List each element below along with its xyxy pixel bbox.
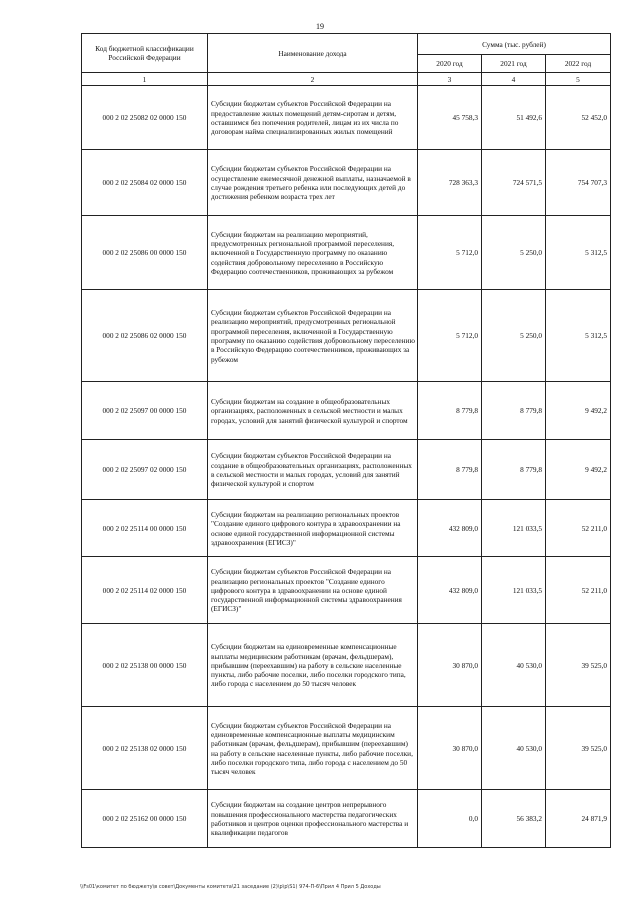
table-row — [82, 86, 611, 150]
amount-2022: 39 525,0 — [546, 707, 611, 790]
amount-2020: 5 712,0 — [418, 216, 482, 290]
amount-2021: 8 779,8 — [482, 440, 546, 500]
budget-code: 000 2 02 25086 02 0000 150 — [82, 290, 208, 382]
table-row — [82, 216, 611, 290]
amount-2020: 728 363,3 — [418, 150, 482, 216]
amount-2020: 30 870,0 — [418, 624, 482, 707]
amount-2022: 24 871,9 — [546, 790, 611, 848]
table-row — [82, 150, 611, 216]
revenue-name: Субсидии бюджетам субъектов Российской Федерации на создание в общеобразовательных организациях, расположенных в сельской местности и малых городах, условий для занятий физической культурой и спортом — [208, 440, 418, 500]
amount-2021: 40 530,0 — [482, 707, 546, 790]
amount-2022: 52 452,0 — [546, 86, 611, 150]
amount-2021: 8 779,8 — [482, 382, 546, 440]
amount-2020: 432 809,0 — [418, 500, 482, 557]
header-year-2020: 2020 год — [418, 55, 482, 73]
amount-2020: 8 779,8 — [418, 382, 482, 440]
budget-code: 000 2 02 25097 02 0000 150 — [82, 440, 208, 500]
footer-file-path: \\Fs01\комитет по бюджету\в совет\Документы комитета\21 заседание (2)\р\р\S1) 974-П-6\Прил 4 Прил 5 Доходы — [80, 884, 381, 890]
amount-2022: 39 525,0 — [546, 624, 611, 707]
header-year-2022: 2022 год — [546, 55, 611, 73]
header-year-2021: 2021 год — [482, 55, 546, 73]
column-number: 3 — [418, 73, 482, 86]
table-row — [82, 557, 611, 624]
amount-2021: 5 250,0 — [482, 290, 546, 382]
revenue-name: Субсидии бюджетам субъектов Российской Федерации на осуществление ежемесячной денежной выплаты, назначаемой в случае рождения третьего ребенка или последующих детей до достижения ребенком возраста трех лет — [208, 150, 418, 216]
revenue-name: Субсидии бюджетам субъектов Российской Федерации на реализацию мероприятий, предусмотренных региональной программой переселения, включенной в Государственную программу по оказанию содействия добровольному переселению в Российскую Федерацию соотечественников, проживающих за рубежом — [208, 290, 418, 382]
header-sum: Сумма (тыс. рублей) — [418, 34, 611, 55]
revenue-name: Субсидии бюджетам на создание центров непрерывного повышения профессионального мастерства педагогических работников и центров оценки профессионального мастерства и квалификации педагогов — [208, 790, 418, 848]
column-number: 5 — [546, 73, 611, 86]
budget-code: 000 2 02 25138 02 0000 150 — [82, 707, 208, 790]
amount-2021: 121 033,5 — [482, 557, 546, 624]
amount-2020: 30 870,0 — [418, 707, 482, 790]
budget-code: 000 2 02 25138 00 0000 150 — [82, 624, 208, 707]
revenue-name: Субсидии бюджетам субъектов Российской Федерации на предоставление жилых помещений детям-сиротам и детям, оставшимся без попечения родителей, лицам из их числа по договорам найма специализированных жилых помещений — [208, 86, 418, 150]
header-code: Код бюджетной классификации Российской Федерации — [82, 34, 208, 73]
amount-2020: 432 809,0 — [418, 557, 482, 624]
header-name: Наименование дохода — [208, 34, 418, 73]
budget-code: 000 2 02 25114 02 0000 150 — [82, 557, 208, 624]
amount-2022: 5 312,5 — [546, 290, 611, 382]
column-number: 2 — [208, 73, 418, 86]
amount-2021: 5 250,0 — [482, 216, 546, 290]
revenue-name: Субсидии бюджетам на реализацию мероприятий, предусмотренных региональной программой переселения, включенной в Государственную программу по оказанию содействия добровольному переселению в Российскую Федерацию соотечественников, проживающих за рубежом — [208, 216, 418, 290]
table-row — [82, 382, 611, 440]
amount-2021: 51 492,6 — [482, 86, 546, 150]
amount-2022: 5 312,5 — [546, 216, 611, 290]
column-number: 4 — [482, 73, 546, 86]
amount-2020: 45 758,3 — [418, 86, 482, 150]
table-row — [82, 500, 611, 557]
column-number: 1 — [82, 73, 208, 86]
amount-2022: 754 707,3 — [546, 150, 611, 216]
amount-2022: 9 492,2 — [546, 440, 611, 500]
budget-code: 000 2 02 25097 00 0000 150 — [82, 382, 208, 440]
amount-2021: 56 383,2 — [482, 790, 546, 848]
budget-code: 000 2 02 25082 02 0000 150 — [82, 86, 208, 150]
budget-code: 000 2 02 25114 00 0000 150 — [82, 500, 208, 557]
revenue-name: Субсидии бюджетам субъектов Российской Федерации на реализацию региональных проектов "Создание единого цифрового контура в здравоохранении на основе единой государственной информационной системы здравоохранения (ЕГИСЗ)" — [208, 557, 418, 624]
amount-2020: 8 779,8 — [418, 440, 482, 500]
amount-2020: 5 712,0 — [418, 290, 482, 382]
revenue-name: Субсидии бюджетам субъектов Российской Федерации на единовременные компенсационные выплаты медицинским работникам (врачам, фельдшерам), прибывшим (переехавшим) на работу в сельские населенные пункты, либо рабочие поселки, либо поселки городского типа, либо города с населением до 50 тысяч человек — [208, 707, 418, 790]
table-row — [82, 624, 611, 707]
revenue-name: Субсидии бюджетам на единовременные компенсационные выплаты медицинским работникам (врачам, фельдшерам), прибывшим (переехавшим) на работу в сельские населенные пункты, либо рабочие поселки, либо поселки городского типа, либо города с населением до 50 тысяч человек — [208, 624, 418, 707]
amount-2020: 0,0 — [418, 790, 482, 848]
amount-2021: 40 530,0 — [482, 624, 546, 707]
revenue-name: Субсидии бюджетам на реализацию региональных проектов "Создание единого цифрового контура в здравоохранении на основе единой государственной информационной системы здравоохранения (ЕГИСЗ)" — [208, 500, 418, 557]
table-row — [82, 440, 611, 500]
amount-2021: 121 033,5 — [482, 500, 546, 557]
budget-code: 000 2 02 25084 02 0000 150 — [82, 150, 208, 216]
amount-2022: 9 492,2 — [546, 382, 611, 440]
amount-2022: 52 211,0 — [546, 500, 611, 557]
table-row — [82, 290, 611, 382]
budget-code: 000 2 02 25162 00 0000 150 — [82, 790, 208, 848]
page-number: 19 — [316, 22, 324, 31]
revenue-name: Субсидии бюджетам на создание в общеобразовательных организациях, расположенных в сельской местности и малых городах, условий для занятий физической культурой и спортом — [208, 382, 418, 440]
amount-2021: 724 571,5 — [482, 150, 546, 216]
table-row — [82, 790, 611, 848]
revenue-table — [81, 33, 611, 848]
table-row — [82, 707, 611, 790]
amount-2022: 52 211,0 — [546, 557, 611, 624]
budget-code: 000 2 02 25086 00 0000 150 — [82, 216, 208, 290]
